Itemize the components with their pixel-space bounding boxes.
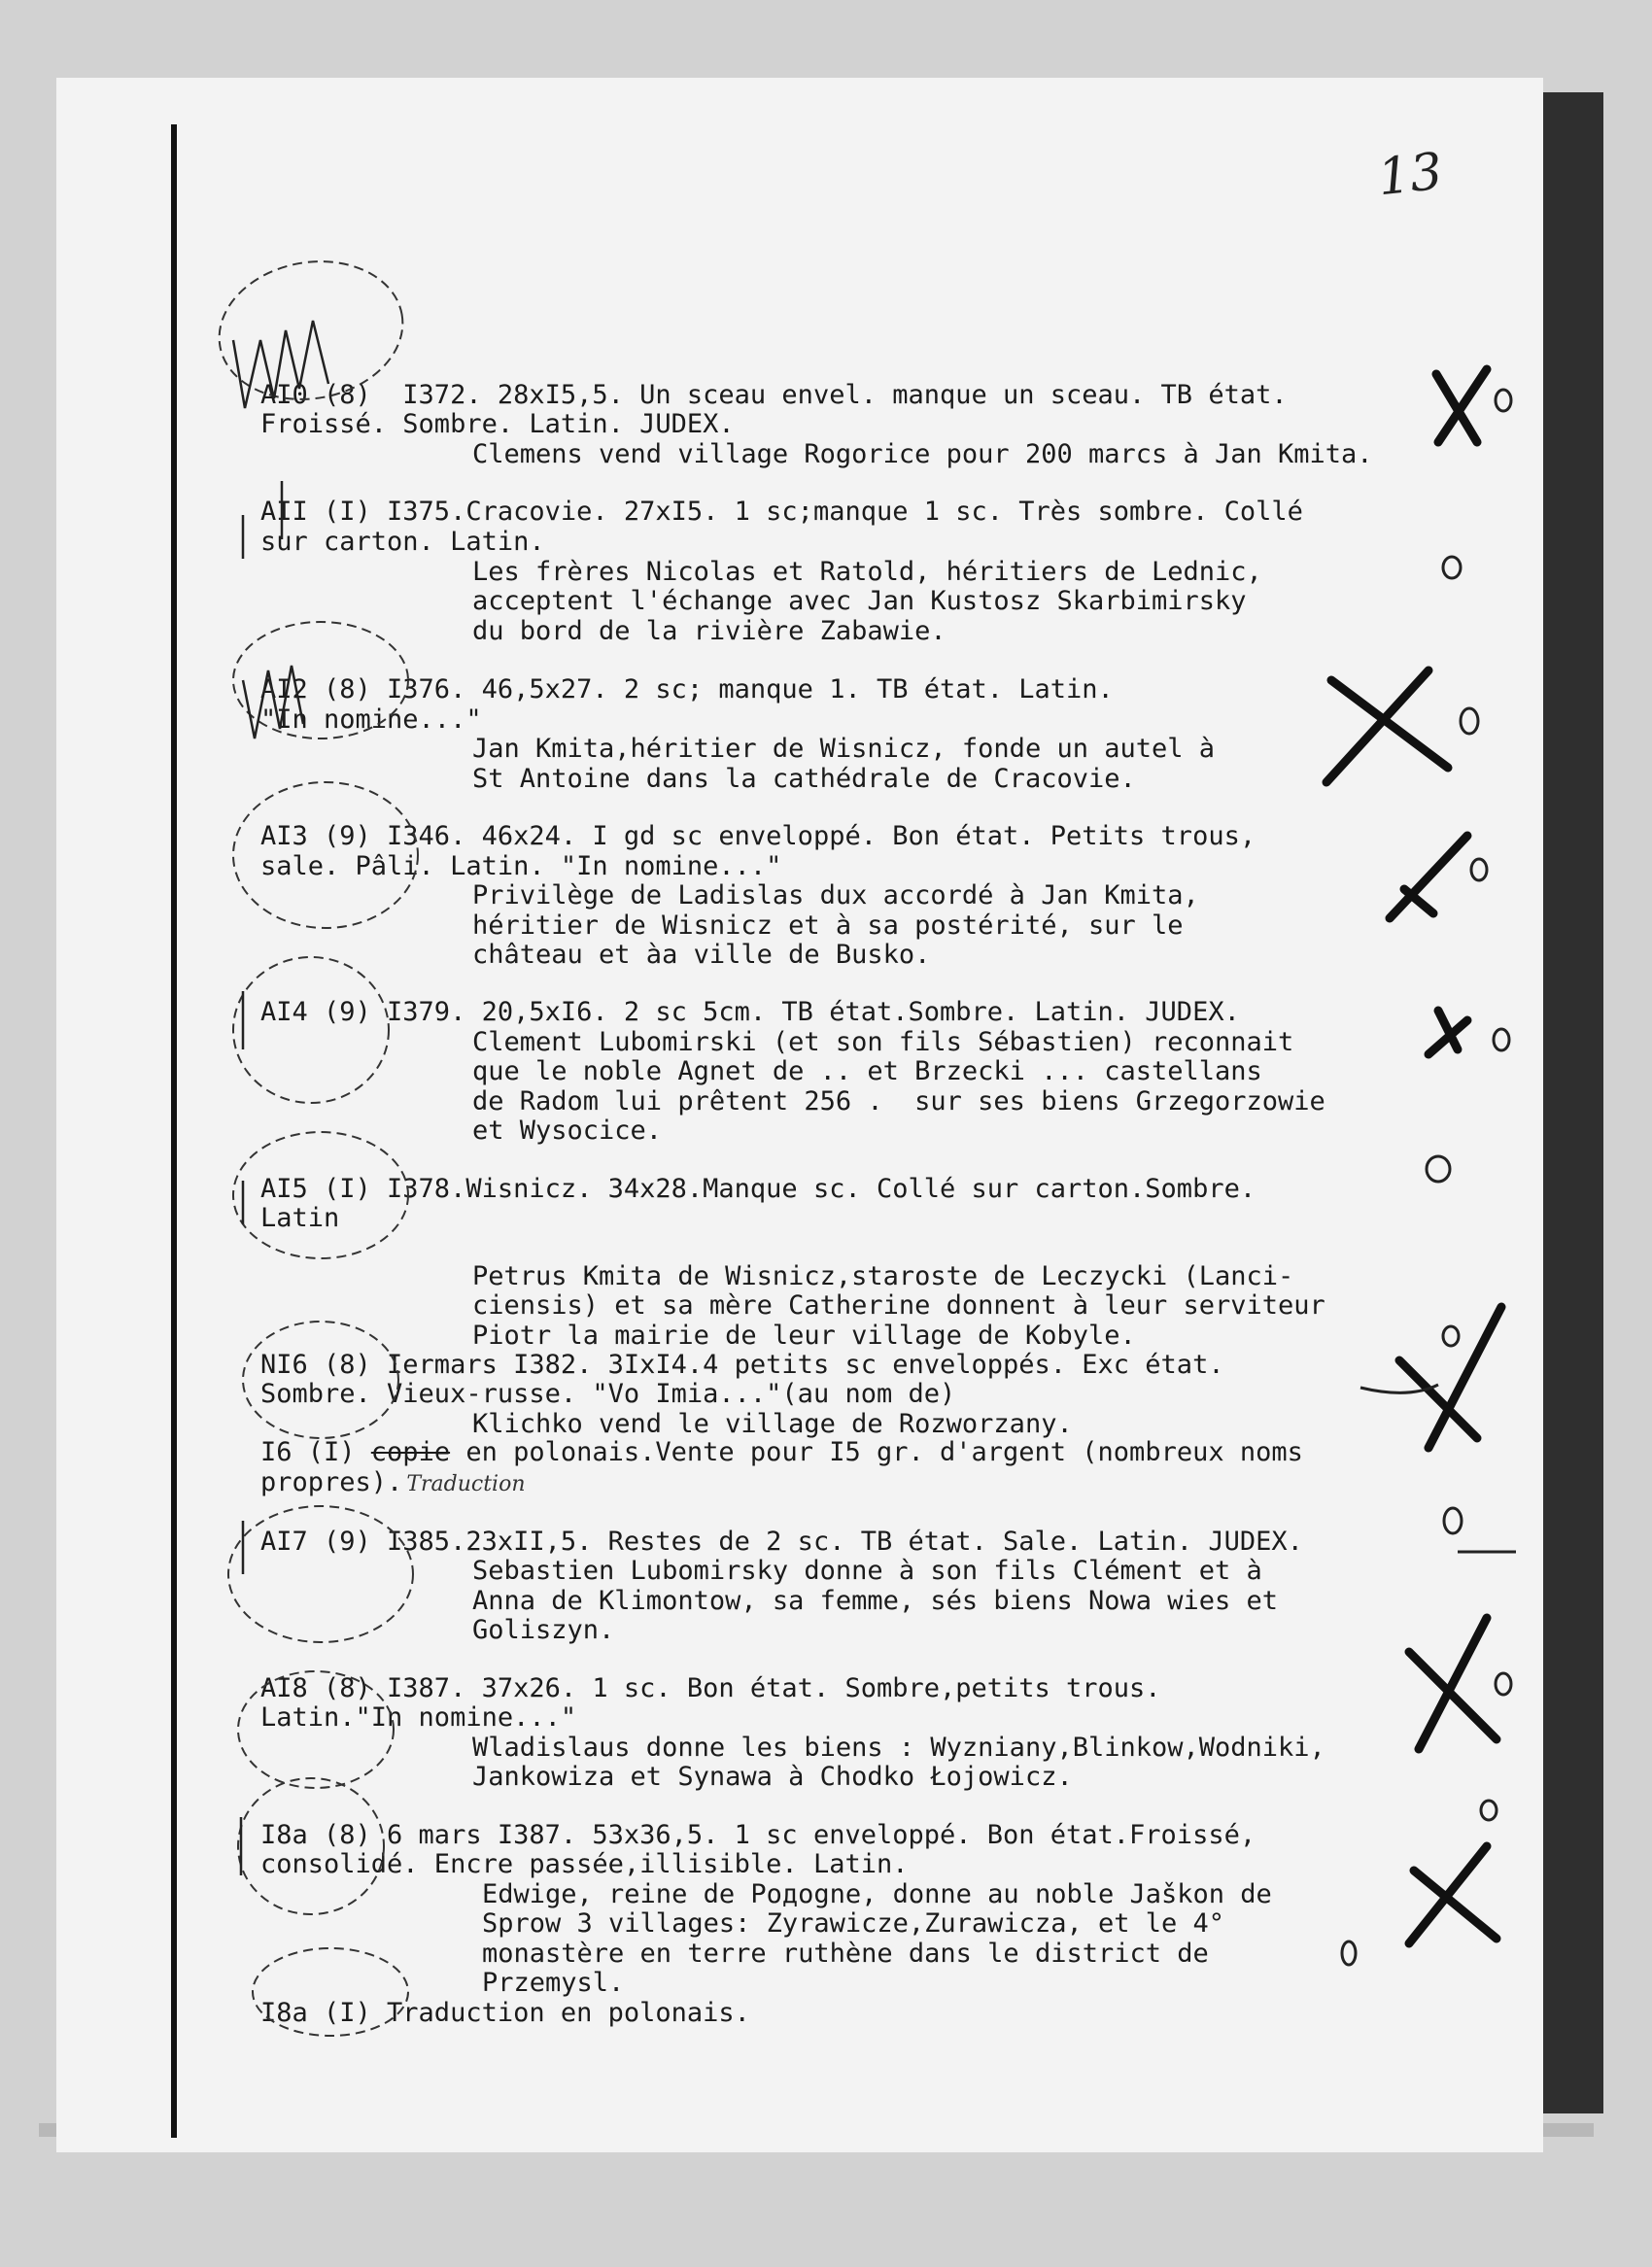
entry-ai2-line-3: Jan Kmita,héritier de Wisnicz, fonde un autel à <box>472 734 1216 764</box>
entry-i8a-translation-line: I8a (I) Traduction en polonais. <box>260 1998 750 2028</box>
entry-ai5-line-1: AI5 (I) I378.Wisnicz. 34x28.Manque sc. Collé sur carton.Sombre. <box>260 1174 1256 1204</box>
entry-ai3-line-1: AI3 (9) I346. 46x24. I gd sc enveloppé. Bon état. Petits trous, <box>260 821 1256 851</box>
entry-i8a-line-1: I8a (8) 6 mars I387. 53x36,5. 1 sc enveloppé. Bon état.Froissé, <box>260 1820 1256 1850</box>
entry-i8a-line-2: consolidé. Encre passée,illisible. Latin. <box>260 1849 909 1879</box>
entry-ai4-line-4: de Radom lui prêtent 256 . sur ses biens Grzegorzowie <box>472 1086 1325 1116</box>
entry-ai4-line-1: AI4 (9) I379. 20,5xI6. 2 sc 5cm. TB état.Sombre. Latin. JUDEX. <box>260 997 1240 1027</box>
entry-aii-line-1: AII (I) I375.Cracovie. 27xI5. 1 sc;manque 1 sc. Très sombre. Collé <box>260 497 1303 527</box>
entry-ai0-line-1: AI0 (8) I372. 28xI5,5. Un sceau envel. manque un sceau. TB état. <box>260 380 1288 410</box>
entry-ai8-line-2: Latin."In nomine..." <box>260 1702 577 1733</box>
entry-ai7-line-3: Anna de Klimontow, sa femme, sés biens Nowa wies et <box>472 1586 1279 1616</box>
entry-ni6-line-1: NI6 (8) Iermars I382. 3IxI4.4 petits sc enveloppés. Exc état. <box>260 1350 1224 1380</box>
entry-i6-prefix: I6 (I) <box>260 1437 371 1467</box>
entry-ai8-line-3: Wladislaus donne les biens : Wyzniany,Blinkow,Wodniki, <box>472 1733 1325 1763</box>
entry-ai2-line-1: AI2 (8) I376. 46,5x27. 2 sc; manque 1. TB état. Latin. <box>260 674 1114 704</box>
entry-ai4-line-3: que le noble Agnet de .. et Brzecki ... castellans <box>472 1056 1262 1086</box>
entry-ai8-line-4: Jankowiza et Synawa à Chodko Łojowicz. <box>472 1762 1073 1792</box>
entry-aii-line-2: sur carton. Latin. <box>260 527 545 557</box>
entry-ni6-line-2: Sombre. Vieux-russe. "Vo Imia..."(au nom de) <box>260 1379 956 1409</box>
entry-ai5-line-5: Piotr la mairie de leur village de Kobyle. <box>472 1321 1136 1351</box>
entry-ai5-line-2: Latin <box>260 1203 340 1233</box>
entry-ai5-line-3: Petrus Kmita de Wisnicz,staroste de Leczycki (Lanci- <box>472 1261 1294 1291</box>
struck-word: copie <box>370 1437 451 1467</box>
entry-ai5-line-4: ciensis) et sa mère Catherine donnent à leur serviteur <box>472 1290 1325 1321</box>
entry-ai3-line-2: sale. Pâli. Latin. "In nomine..." <box>260 851 782 881</box>
entry-i6-rest: en polonais.Vente pour I5 gr. d'argent (nombreux noms <box>450 1437 1303 1467</box>
entry-ai2-line-4: St Antoine dans la cathédrale de Cracovie. <box>472 764 1136 794</box>
entry-i6-line2-text: propres). <box>260 1467 403 1497</box>
entry-i8a-line-3: Edwige, reine de Poдogne, donne au noble Jaškon de <box>482 1879 1272 1909</box>
entry-ai4-line-2: Clement Lubomirski (et son fils Sébastien) reconnait <box>472 1027 1294 1057</box>
entry-aii-line-4: acceptent l'échange avec Jan Kustosz Skarbimirsky <box>472 586 1247 616</box>
entry-i8a-line-4: Sprow 3 villages: Zyrawicze,Zurawicza, et le 4° <box>482 1908 1225 1939</box>
page-number: 13 <box>1375 142 1446 208</box>
entry-ai0-line-3: Clemens vend village Rogorice pour 200 marcs à Jan Kmita. <box>472 439 1373 469</box>
entry-i6-line-1 <box>260 1438 1303 1467</box>
entry-ai2-line-2: "In nomine..." <box>260 704 482 735</box>
entry-i8a-line-6: Przemysl. <box>482 1968 625 1998</box>
entry-ni6-line-3: Klichko vend le village de Rozworzany. <box>472 1409 1073 1439</box>
entry-aii-line-3: Les frères Nicolas et Ratold, héritiers de Lednic, <box>472 557 1262 587</box>
entry-ai8-line-1: AI8 (8) I387. 37x26. 1 sc. Bon état. Sombre,petits trous. <box>260 1673 1161 1703</box>
entry-ai3-line-5: château et àa ville de Busko. <box>472 940 931 970</box>
entry-ai7-line-1: AI7 (9) I385.23xII,5. Restes de 2 sc. TB état. Sale. Latin. JUDEX. <box>260 1527 1303 1557</box>
entry-i8a-line-5: monastère en terre ruthène dans le district de <box>482 1939 1209 1969</box>
entry-i6-line-2 <box>260 1468 525 1499</box>
entry-ai0-line-2: Froissé. Sombre. Latin. JUDEX. <box>260 409 735 439</box>
entry-ai3-line-3: Privilège de Ladislas dux accordé à Jan Kmita, <box>472 880 1199 910</box>
entry-ai3-line-4: héritier de Wisnicz et à sa postérité, sur le <box>472 910 1184 941</box>
entry-aii-line-5: du bord de la rivière Zabawie. <box>472 616 946 646</box>
entry-ai7-line-2: Sebastien Lubomirsky donne à son fils Clément et à <box>472 1556 1262 1586</box>
entry-ai4-line-5: et Wysocice. <box>472 1116 663 1146</box>
handwritten-correction: Traduction <box>406 1472 526 1496</box>
entry-ai7-line-4: Goliszyn. <box>472 1615 615 1645</box>
